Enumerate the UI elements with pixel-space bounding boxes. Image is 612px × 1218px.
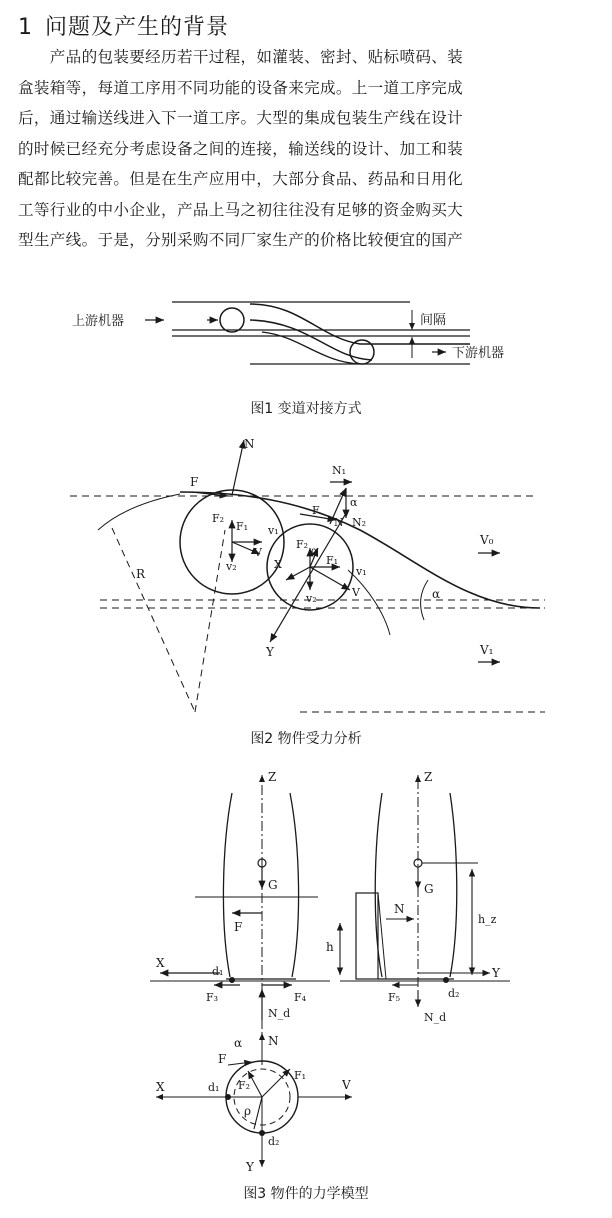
radius-arc xyxy=(348,570,390,635)
guide-rail xyxy=(356,893,378,979)
guide-rail xyxy=(378,893,386,979)
bottle-outline xyxy=(290,793,299,977)
lbl-Nd: N_d xyxy=(268,1007,291,1020)
lbl-V-b: V xyxy=(352,586,360,599)
body-paragraph xyxy=(18,42,596,256)
lbl-F4: F₄ xyxy=(294,991,307,1004)
lbl-N-small: N xyxy=(334,516,344,529)
lbl-F2-bottom: F₂ xyxy=(238,1079,251,1092)
lbl-F1: F₁ xyxy=(236,520,249,533)
paragraph-line: 产品的包装要经历若干过程，如灌装、密封、贴标喷码、装 xyxy=(18,48,464,66)
rail-curve xyxy=(180,492,540,608)
paragraph-line: 盒装箱等，每道工序用不同功能的设备来完成。上一道工序完成 xyxy=(18,78,464,97)
lbl-Nd-right: N_d xyxy=(424,1011,447,1024)
lbl-alpha: α xyxy=(234,1036,243,1050)
lane-curve xyxy=(250,320,372,360)
axis-X xyxy=(286,567,310,580)
lbl-V0: V₀ xyxy=(480,533,494,547)
lbl-d2: d₂ xyxy=(448,987,460,1000)
bottle-outline xyxy=(375,793,382,977)
lbl-F: F xyxy=(234,920,243,934)
figure3-diagram xyxy=(0,765,612,1175)
figure2-diagram xyxy=(0,430,612,720)
section-heading xyxy=(18,10,229,41)
radius-line xyxy=(195,530,225,712)
rho-line xyxy=(254,1097,262,1129)
lbl-v2: v₂ xyxy=(226,560,237,573)
lbl-v1: v₁ xyxy=(268,524,279,537)
paragraph-line: 的时候已经充分考虑设备之间的连接，输送线的设计、加工和装 xyxy=(18,139,464,158)
lbl-hz: h_z xyxy=(478,913,497,926)
lbl-F1-b: F₁ xyxy=(326,554,339,567)
paragraph-line: 配都比较完善。但是在生产应用中，大部分食品、药品和日用化 xyxy=(18,170,464,188)
product-circle xyxy=(220,308,244,332)
lbl-v1-b: v₁ xyxy=(356,565,367,578)
section-number: 1 xyxy=(18,15,33,40)
lbl-alpha-b: α xyxy=(311,546,318,557)
lbl-N: N xyxy=(244,437,255,451)
lbl-F3: F₃ xyxy=(206,991,219,1004)
lbl-alpha-c: α xyxy=(432,587,441,601)
radius-arc xyxy=(98,494,180,530)
lbl-Y-right: Y xyxy=(492,966,500,980)
label-gap: 间隔 xyxy=(420,313,447,328)
lbl-Y-bottom: Y xyxy=(246,1160,254,1174)
lbl-Z: Z xyxy=(268,770,277,784)
lbl-R: R xyxy=(136,567,146,581)
vec xyxy=(310,567,350,590)
lbl-F5: F₅ xyxy=(388,991,401,1004)
lbl-Y: Y xyxy=(266,645,274,659)
lbl-V: V xyxy=(254,546,262,559)
bottle-outline xyxy=(450,793,457,977)
lbl-G-right: G xyxy=(424,882,434,896)
lbl-V-bottom: V xyxy=(342,1078,351,1092)
lbl-N-bottom: N xyxy=(268,1034,279,1048)
lbl-d2-bottom: d₂ xyxy=(268,1135,280,1148)
lbl-h: h xyxy=(326,940,334,954)
paragraph-line: 工等行业的中小企业，产品上马之初往往没有足够的资金购买大 xyxy=(18,200,464,219)
lbl-V1: V₁ xyxy=(480,643,494,657)
section-title: 问题及产生的背景 xyxy=(45,15,230,40)
lbl-X: X xyxy=(274,558,282,571)
force-F2-bottom xyxy=(248,1071,262,1097)
lbl-F1-bottom: F₁ xyxy=(294,1069,307,1082)
bottle-outline xyxy=(223,793,232,977)
lbl-N1: N₁ xyxy=(332,464,347,477)
normal-N xyxy=(232,440,244,495)
figure3-caption: 图3 物件的力学模型 xyxy=(243,1186,369,1202)
lbl-F2: F₂ xyxy=(212,512,225,525)
lbl-N2: N₂ xyxy=(352,516,367,529)
lbl-v2-b: v₂ xyxy=(306,592,317,605)
lbl-d1: d₁ xyxy=(212,965,224,978)
lbl-F-small: F xyxy=(312,504,320,517)
lbl-F: F xyxy=(190,475,199,489)
paragraph-line: 后，通过输送线进入下一道工序。大型的集成包装生产线在设计 xyxy=(18,109,464,127)
point-d2-bottom xyxy=(259,1130,265,1136)
point-d1 xyxy=(229,977,235,983)
lbl-Z-right: Z xyxy=(424,770,433,784)
lbl-d1-bottom: d₁ xyxy=(208,1081,220,1094)
label-downstream: 下游机器 xyxy=(452,346,505,361)
figure2-caption: 图2 物件受力分析 xyxy=(250,731,362,747)
figure1-diagram xyxy=(0,290,612,390)
label-upstream: 上游机器 xyxy=(72,314,125,329)
lbl-N-right: N xyxy=(394,902,405,916)
lbl-G: G xyxy=(268,878,278,892)
point-d1-bottom xyxy=(225,1094,231,1100)
lbl-X-bottom: X xyxy=(156,1080,165,1094)
lbl-alpha: α xyxy=(350,496,358,509)
lbl-F2-b: F₂ xyxy=(296,538,309,551)
point-d2 xyxy=(443,977,449,983)
paragraph-line: 型生产线。于是，分别采购不同厂家生产的价格比较便宜的国产 xyxy=(18,231,464,249)
figure1-caption: 图1 变道对接方式 xyxy=(250,401,362,417)
lbl-rho: ρ xyxy=(244,1104,252,1118)
lbl-X: X xyxy=(156,956,165,970)
lbl-F-bottom: F xyxy=(218,1052,227,1066)
